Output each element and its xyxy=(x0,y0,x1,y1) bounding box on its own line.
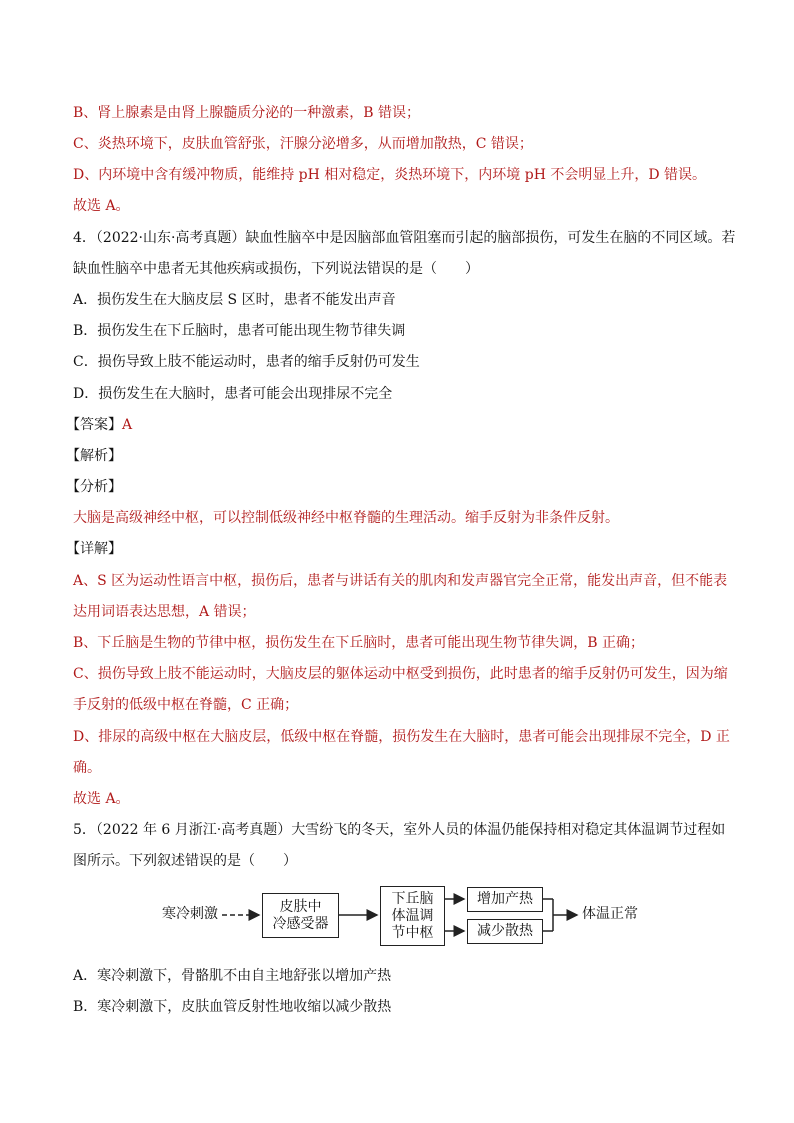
q5-stem-line2: 图所示。下列叙述错误的是（ ） xyxy=(73,853,297,869)
q5-stem-line1: 5．（2022 年 6 月浙江·高考真题）大雪纷飞的冬天，室外人员的体温仍能保持相对稳定其体温调节过程如 xyxy=(73,822,726,838)
center-line1: 下丘脑 xyxy=(391,890,434,907)
q4-conclusion: 故选 A。 xyxy=(73,791,130,807)
detail-d-line2: 确。 xyxy=(73,760,101,776)
fenxi-text: 大脑是高级神经中枢，可以控制低级神经中枢脊髓的生理活动。缩手反射为非条件反射。 xyxy=(73,510,619,526)
q3-explanation-c: C、炎热环境下，皮肤血管舒张，汗腺分泌增多，从而增加散热，C 错误； xyxy=(73,136,533,152)
detail-a-line1: A、S 区为运动性语言中枢，损伤后，患者与讲话有关的肌肉和发声器官完全正常，能发出声音，但不能表 xyxy=(73,573,728,589)
receptor-box xyxy=(262,893,339,938)
q4-stem-line2: 缺血性脑卒中患者无其他疾病或损伤，下列说法错误的是（ ） xyxy=(73,261,479,277)
center-box xyxy=(380,886,445,946)
answer-label: 【答案】 xyxy=(66,417,122,433)
q4-option-d: D．损伤发生在大脑时，患者可能会出现排尿不完全 xyxy=(73,386,393,402)
jiexi-label: 【解析】 xyxy=(66,448,122,464)
q5-option-b: B．寒冷刺激下，皮肤血管反射性地收缩以减少散热 xyxy=(73,999,392,1015)
q4-option-c: C．损伤导致上肢不能运动时，患者的缩手反射仍可发生 xyxy=(73,354,420,370)
center-line3: 节中枢 xyxy=(391,924,434,941)
center-line2: 体温调 xyxy=(391,907,434,924)
q3-explanation-b: B、肾上腺素是由肾上腺髓质分泌的一种激素，B 错误； xyxy=(73,105,421,121)
detail-d-line1: D、排尿的高级中枢在大脑皮层，低级中枢在脊髓，损伤发生在大脑时，患者可能会出现排尿不完全，D 正 xyxy=(73,729,730,745)
detail-c-line2: 手反射的低级中枢在脊髓，C 正确； xyxy=(73,697,299,713)
heat-production-box xyxy=(467,887,543,912)
detail-c-line1: C、损伤导致上肢不能运动时，大脑皮层的躯体运动中枢受到损伤，此时患者的缩手反射仍可发生，因为缩 xyxy=(73,666,728,682)
answer-value: A xyxy=(122,417,133,433)
q4-option-a: A．损伤发生在大脑皮层 S 区时，患者不能发出声音 xyxy=(73,292,396,308)
receptor-line1: 皮肤中 xyxy=(279,898,322,915)
heat-loss-box xyxy=(467,919,543,944)
detail-b: B、下丘脑是生物的节律中枢，损伤发生在下丘脑时，患者可能出现生物节律失调，B 正确； xyxy=(73,635,645,651)
heat-loss-label: 减少散热 xyxy=(477,923,533,939)
xiangjie-label: 【详解】 xyxy=(66,541,122,557)
receptor-line2: 冷感受器 xyxy=(272,915,329,932)
q4-option-b: B．损伤发生在下丘脑时，患者可能出现生物节律失调 xyxy=(73,323,406,339)
stimulus-label: 寒冷刺激 xyxy=(162,906,218,922)
q5-option-a: A．寒冷刺激下，骨骼肌不由自主地舒张以增加产热 xyxy=(73,968,392,984)
heat-production-label: 增加产热 xyxy=(477,891,533,907)
q3-explanation-d: D、内环境中含有缓冲物质，能维持 pH 相对稳定，炎热环境下，内环境 pH 不会明显上升，D 错误。 xyxy=(73,167,707,183)
q3-conclusion: 故选 A。 xyxy=(73,198,130,214)
fenxi-label: 【分析】 xyxy=(66,479,122,495)
result-label: 体温正常 xyxy=(582,906,638,922)
detail-a-line2: 达用词语表达思想，A 错误； xyxy=(73,604,256,620)
q4-stem-line1: 4．（2022·山东·高考真题）缺血性脑卒中是因脑部血管阻塞而引起的脑部损伤，可发生在脑的不同区域。若 xyxy=(73,230,736,246)
